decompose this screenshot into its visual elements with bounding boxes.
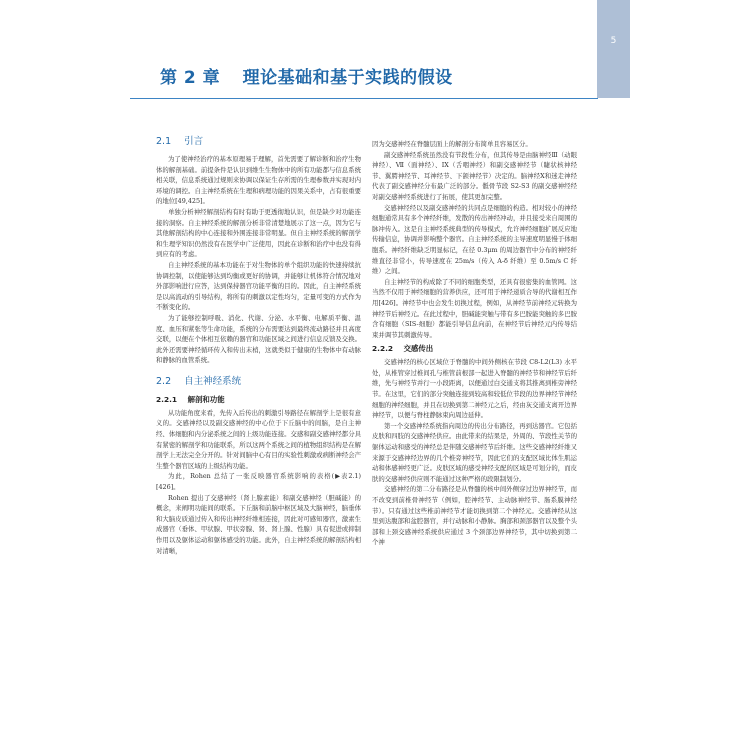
paragraph: 交感神经的核心区域位于脊髓的中间外侧核在节段 C8-L2(L3) 水平处，从椎管穿过椎间孔与椎管前根部一起进入脊髓的神经节和神经节后纤维，先与神经节并行一小段距离，以便通过白交通支将其推离到椎旁神经节。在这里，它们的部分突触连接到较高和较低位节段的边界神经节神经细胞的神经细胞，并且在切换到第二神经元之后，经由灰交通支离开边界神经节，以便与脊柱静脉束向周边延伸。 [372,358,577,420]
section-number: 2.2 [156,375,172,387]
subsection-number: 2.2.1 [156,394,178,404]
chapter-number: 第 2 章 [160,68,221,88]
paragraph: 自主神经系统的基本功能在于对生物体的单个组织功能的快速持续抗协调控制，以使能够达到均衡或更好的协调，并能够让机体符合情况地对外部影响进行应答，达到保持器官功能平衡的目的。因此，自主神经系统是以高流动的引导结构，将所有的刺激以定性均匀，定量可变的方式作为不断变化的。 [156,260,361,312]
paragraph: 自主神经节的构成除了不同的细胞类型，还具有很密集的血管网。这当然不仅用于神经细胞的营养供应，还可用于神经递质合导的代谢相互作用[426]。神经节中也会发生切换过程，例如，从神经节前神经元转换为神经节后神经元。在此过程中，胆碱能突触与带有多巴胺能突触的多巴胺含有细胞（SIS-细胞）都能引导信息向前，在神经节后神经元内传导结束并调节其刺激传导。 [372,277,577,339]
paragraph: 为了能够控制呼吸、消化、代谢、分泌、水平衡、电解质平衡、温度、血压和紧张等生命功能，系统的分布需要达到最终流动路径并且高度交联，以便在个体相互依赖的器官和功能区域之间进行信息反馈及交换。此外还需要神经循环传入和传出末梢，这就类似于健康的生物体中有动脉和静脉的血管系统。 [156,313,361,365]
paragraph: 交感神经的第二分布路径是从脊髓的核中间外侧穿过边界神经节，而不改变到前椎骨神经节（例如，腔神经节、主动脉神经节、肠系膜神经节）。只有通过这些椎前神经节才能切换到第二个神经元。交感神经从这里到达腹部和盆腔器官，并行动脉和小静脉。胸部和颈部器官以及整个头部和上颈交感神经系统供应通过 3 个颈部边界神经节，其中切换到第二个神 [372,485,577,547]
page-number: 5 [610,36,617,46]
subsection-title: 交感传出 [403,344,434,354]
chapter-title: 理论基础和基于实践的假设 [242,68,453,88]
paragraph: 为此，Rohen 总结了一张反映器官系统影响的表格(▶表2.1)[426]。 [156,472,361,492]
right-column [372,139,577,548]
section-title: 引言 [184,136,204,147]
section-heading-2-2 [156,375,361,389]
paragraph: 为了使神经治疗的基本原理易于理解，首先需要了解诊断和治疗生物体的解剖基础。前提条件是认识到维生生物体中的所有功能都与信息系统相关联，信息系统通过规则来协调以保证生存所需的生理参数并实现对内环境的调控。自主神经系统在生理和病理功能的因果关系中，占有很重要的地位[49,425]。 [156,155,361,206]
paragraph: 交感神经经以及副交感神经的共同点是细胞的构造。相对较小的神经细胞通常具有多个神经纤维，发散的传出神经冲动，并且接受来自周围的脉冲传入。这是自主神经系统典型的传导模式，允许神经细胞扩展反应地传输信息，协调并影响整个器官。自主神经系统的主导速度明显慢于体细胞系。神经纤维缺乏明显标记，在径 0.3μm 的周边器官中分布的神经纤维直径非常小，传导速度在 25m/s（传入 A-δ 纤维）至 0.5m/s C 纤维）之间。 [372,203,577,276]
chapter-divider [130,98,598,99]
section-heading-2-1 [156,135,361,149]
paragraph: 副交感神经系统虽然没有节段性分布，但其传导是由脑神经Ⅲ（动眼神经）、Ⅶ（面神经）、IX（舌咽神经）和副交感神经节（睫状核神经节、翼腭神经节、耳神经节、下颌神经节）决定的。脑神经Ⅹ和迷走神经代表了副交感神经分布最广泛的部分。骶骨节段 S2-S3 的副交感神经经对副交感神经系统进行了拓展，使其更加完整。 [372,150,577,201]
section-number: 2.1 [156,136,172,147]
paragraph: 单独分析神经解剖结构有时有助于更透彻地认识，但是缺少对功能连接的洞察。自主神经系统的解剖分析非常清楚地展示了这一点，因为它与其他解剖结构的中心连接和外围连接非常明显。但自主神经系统的解剖学和生理学知识仍然没有在医学中广泛使用，因此在诊断和治疗中也没有得到应有的考虑。 [156,207,361,259]
subsection-heading-2-2-2 [372,343,577,355]
chapter-heading [160,63,453,88]
subsection-title: 解剖和功能 [187,394,225,404]
subsection-number: 2.2.2 [372,344,394,354]
spacer [156,366,361,375]
left-column [156,135,361,556]
section-title: 自主神经系统 [184,375,242,387]
subsection-heading-2-2-1 [156,394,361,406]
paragraph: 第一个交感神经系统指向周边的传出分布路径，再到达器官。它包括皮肤和四肢的交感神经供应。由此带来的结果是，外周的、节段性关节的躯体运动和感受的神经总是伴随交感神经节后纤维。这些交感神经纤维又来源于交感神经边界的几个椎旁神经节，因此它们的支配区域比体生肌运动和体感神经更广泛。皮肤区域的感受神经支配的区域是可划分的，而皮肤的交感神经供应则不能通过这种严格的段限制划分。 [372,421,577,483]
paragraph: 从功能角度来看，先传入后传出的刺激引导路径在解剖学上是很有意义的。交感神经以及副交感神经的中心位于下丘脑中的间脑，是自主神经、体细胞和内分泌系统之间的上级功能连接。交感和副交感神经都分具有紧密的解剖学和功能联系，所以这两个系统之间的植物组织结构是在解剖学上无法完全分开的。针对间脑中心有目的实验性刺激或病断神经会产生整个器官区域的上级结构功能。 [156,408,361,470]
paragraph: 因为交感神经在脊髓层面上的解剖分布简单且容易区分。 [372,140,532,148]
paragraph: Rohen 提出了交感神经（肾上腺素能）和副交感神经（胆碱能）的概念，来阐明功能间的联系。下丘脑和前脑中枢区域及大脑神经，脑垂体和大脑皮质通过传入和传出神经纤维相连接，因此对可感知器官，激素生成器官（垂体、甲状腺、甲状旁腺、肾、肾上腺、性腺）具有促进或抑制作用以及躯体运动和躯体感受的功能。此外，自主神经系统的解剖结构相对清晰， [156,493,361,555]
page-tab [597,0,630,98]
